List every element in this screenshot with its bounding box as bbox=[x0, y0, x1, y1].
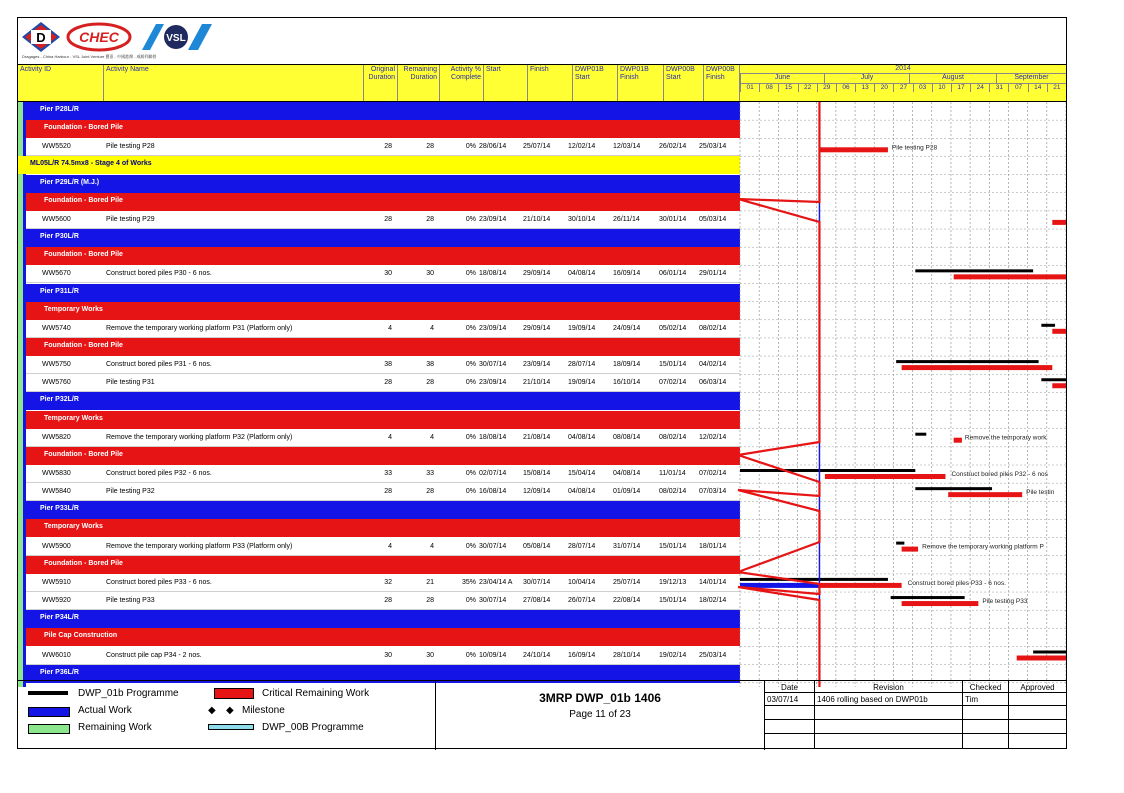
cell-start: 18/08/14 bbox=[479, 270, 507, 278]
gantt-bar-label: Construct bored piles P32 - 6 nos bbox=[951, 471, 1048, 478]
rev-empty-cell bbox=[963, 706, 1009, 720]
cell-od: 4 bbox=[388, 542, 392, 550]
rev-header-approved: Approved bbox=[1009, 681, 1066, 693]
cell-f0: 25/03/14 bbox=[699, 651, 727, 659]
cell-f0: 18/02/14 bbox=[699, 597, 727, 605]
col-dwp00b-finish[interactable]: DWP00B Finish bbox=[704, 65, 740, 101]
cell-name: Construct bored piles P30 - 6 nos. bbox=[106, 270, 212, 278]
cell-start: 18/08/14 bbox=[479, 433, 507, 441]
col-start[interactable]: Start bbox=[484, 65, 528, 101]
timeline-month: July bbox=[824, 74, 909, 83]
critical-bar bbox=[948, 492, 1022, 497]
cell-s1: 04/08/14 bbox=[568, 433, 596, 441]
timeline-week: 14 bbox=[1028, 84, 1047, 92]
timeline-week: 24 bbox=[970, 84, 989, 92]
cell-rd: 4 bbox=[430, 542, 434, 550]
cell-id: WW5900 bbox=[42, 542, 71, 550]
legend-swatch-actual bbox=[28, 707, 70, 717]
cell-f0: 06/03/14 bbox=[699, 379, 727, 387]
timeline-week: 20 bbox=[874, 84, 893, 92]
cell-od: 30 bbox=[384, 651, 392, 659]
legend-actual: Actual Work bbox=[78, 705, 132, 716]
cell-finish: 21/10/14 bbox=[523, 215, 551, 223]
cell-start: 10/09/14 bbox=[479, 651, 507, 659]
timeline-week: 03 bbox=[913, 84, 932, 92]
cell-start: 30/07/14 bbox=[479, 542, 507, 550]
timeline-week: 22 bbox=[798, 84, 817, 92]
group-label: Foundation - Bored Pile bbox=[44, 124, 123, 132]
cell-name: Remove the temporary working platform P32 (Platform only) bbox=[106, 433, 293, 441]
timeline-week: 21 bbox=[1047, 84, 1066, 92]
group-label: Pier P31L/R bbox=[40, 287, 79, 295]
cell-rd: 38 bbox=[426, 361, 434, 369]
cell-f0: 18/01/14 bbox=[699, 542, 727, 550]
gantt-bar-label: Remove the temporary working platform P bbox=[922, 543, 1044, 551]
cell-f0: 29/01/14 bbox=[699, 270, 727, 278]
cell-name: Construct bored piles P31 - 6 nos. bbox=[106, 361, 212, 369]
timeline-week: 29 bbox=[817, 84, 836, 92]
cell-s0: 08/02/14 bbox=[659, 488, 687, 496]
cell-od: 28 bbox=[384, 215, 392, 223]
cell-f1: 04/08/14 bbox=[613, 470, 641, 477]
diamond-icon: ◆ bbox=[208, 705, 216, 716]
cell-s1: 19/09/14 bbox=[568, 379, 596, 387]
cell-s0: 06/01/14 bbox=[659, 270, 687, 278]
cell-name: Remove the temporary working platform P33 (Platform only) bbox=[106, 542, 293, 550]
cell-name: Pile testing P32 bbox=[106, 488, 155, 496]
cell-od: 28 bbox=[384, 597, 392, 605]
cell-od: 28 bbox=[384, 488, 392, 496]
timeline-months bbox=[740, 74, 1066, 83]
cell-s1: 04/08/14 bbox=[568, 488, 596, 496]
cell-s0: 08/02/14 bbox=[659, 433, 687, 441]
cell-name: Pile testing P29 bbox=[106, 215, 155, 223]
baseline-bar bbox=[891, 596, 965, 599]
cell-rd: 28 bbox=[426, 143, 434, 151]
cell-od: 4 bbox=[388, 433, 392, 441]
cell-s1: 30/10/14 bbox=[568, 215, 596, 223]
cell-pct: 0% bbox=[465, 433, 476, 441]
baseline-bar bbox=[740, 469, 915, 472]
cell-id: WW5670 bbox=[42, 270, 71, 278]
cell-od: 38 bbox=[384, 361, 392, 369]
cell-finish: 21/08/14 bbox=[523, 433, 551, 441]
rev-empty-cell bbox=[815, 706, 963, 720]
cell-s0: 11/01/14 bbox=[659, 470, 686, 477]
cell-s1: 28/07/14 bbox=[568, 542, 596, 550]
cell-f1: 08/08/14 bbox=[613, 433, 641, 441]
cell-name: Pile testing P28 bbox=[106, 143, 155, 151]
baseline-bar bbox=[915, 487, 992, 490]
rev-date: 03/07/14 bbox=[765, 693, 815, 706]
cell-name: Construct bored piles P33 - 6 nos. bbox=[106, 578, 212, 586]
group-label: Foundation - Bored Pile bbox=[44, 341, 123, 349]
timeline-month: June bbox=[740, 74, 824, 83]
cell-name: Construct pile cap P34 - 2 nos. bbox=[106, 651, 202, 659]
cell-rd: 28 bbox=[426, 597, 434, 605]
cell-finish: 24/10/14 bbox=[523, 651, 551, 659]
rev-empty-cell bbox=[765, 734, 815, 749]
rev-approved bbox=[1009, 693, 1066, 706]
cell-start: 28/06/14 bbox=[479, 143, 507, 151]
cell-name: Remove the temporary working platform P31 (Platform only) bbox=[106, 324, 293, 332]
critical-bar bbox=[954, 274, 1066, 279]
cell-s1: 28/07/14 bbox=[568, 361, 596, 369]
cell-id: WW5750 bbox=[42, 361, 71, 369]
legend bbox=[26, 685, 436, 745]
group-label: Pier P28L/R bbox=[40, 106, 79, 113]
svg-text:CHEC: CHEC bbox=[79, 29, 119, 45]
cell-name: Construct bored piles P32 - 6 nos. bbox=[106, 470, 212, 477]
cell-pct: 0% bbox=[465, 270, 476, 278]
cell-rd: 21 bbox=[426, 578, 434, 586]
group-label: Foundation - Bored Pile bbox=[44, 450, 123, 458]
legend-dwp01b: DWP_01b Programme bbox=[78, 688, 179, 699]
group-label: Pier P33L/R bbox=[40, 505, 79, 513]
col-remaining-duration[interactable]: Remaining Duration bbox=[398, 65, 440, 101]
revision-table bbox=[765, 681, 1066, 750]
group-label: ML05L/R 74.5mx8 - Stage 4 of Works bbox=[30, 160, 152, 168]
rev-header-revision: Revision bbox=[815, 681, 963, 693]
cell-id: WW5600 bbox=[42, 215, 71, 223]
critical-bar bbox=[1052, 220, 1066, 225]
cell-id: WW5910 bbox=[42, 578, 71, 586]
gantt-bar-label: Construct bored piles P33 - 6 nos. bbox=[907, 579, 1006, 587]
legend-milestone: Milestone bbox=[242, 705, 285, 716]
cell-pct: 0% bbox=[465, 651, 476, 659]
cell-id: WW5920 bbox=[42, 597, 71, 605]
rev-empty-cell bbox=[963, 734, 1009, 749]
col-original-duration[interactable]: Original Duration bbox=[364, 65, 398, 101]
diamond-icon: ◆ bbox=[226, 705, 234, 716]
cell-id: WW5820 bbox=[42, 433, 71, 441]
critical-bar bbox=[1017, 656, 1066, 661]
timeline-weeks bbox=[740, 83, 1066, 92]
timeline-week: 27 bbox=[893, 84, 912, 92]
rev-description: 1406 rolling based on DWP01b bbox=[815, 693, 963, 706]
cell-od: 4 bbox=[388, 324, 392, 332]
group-label: Foundation - Bored Pile bbox=[44, 251, 123, 259]
group-label: Temporary Works bbox=[44, 305, 103, 313]
rev-checked: Tim bbox=[963, 693, 1009, 706]
document-title: 3MRP DWP_01b 1406 bbox=[539, 691, 661, 705]
cell-f1: 24/09/14 bbox=[613, 324, 641, 332]
cell-s1: 19/09/14 bbox=[568, 324, 596, 332]
cell-finish: 27/08/14 bbox=[523, 597, 551, 605]
cell-start: 23/09/14 bbox=[479, 215, 507, 223]
cell-f1: 22/08/14 bbox=[613, 597, 641, 605]
cell-s1: 15/04/14 bbox=[568, 470, 596, 477]
cell-s0: 15/01/14 bbox=[659, 542, 687, 550]
cell-id: WW6010 bbox=[42, 651, 71, 659]
legend-swatch-remaining bbox=[28, 724, 70, 734]
vsl-logo bbox=[142, 22, 212, 52]
cell-od: 33 bbox=[384, 470, 392, 477]
cell-s0: 15/01/14 bbox=[659, 361, 687, 369]
rev-empty-cell bbox=[765, 720, 815, 734]
cell-rd: 4 bbox=[430, 324, 434, 332]
cell-start: 02/07/14 bbox=[479, 470, 507, 477]
legend-swatch-critical bbox=[214, 688, 254, 699]
group-label: Pile Cap Construction bbox=[44, 632, 118, 640]
timeline-week: 06 bbox=[836, 84, 855, 92]
legend-remaining: Remaining Work bbox=[78, 722, 152, 733]
logo-strip bbox=[22, 20, 222, 64]
cell-f0: 08/02/14 bbox=[699, 324, 727, 332]
critical-bar bbox=[1052, 329, 1066, 334]
cell-s1: 26/07/14 bbox=[568, 597, 596, 605]
cell-f0: 04/02/14 bbox=[699, 361, 727, 369]
baseline-bar bbox=[740, 578, 888, 581]
cell-od: 28 bbox=[384, 379, 392, 387]
cell-s0: 07/02/14 bbox=[659, 379, 687, 387]
cell-id: WW5840 bbox=[42, 488, 71, 496]
cell-f1: 26/11/14 bbox=[613, 215, 640, 223]
cell-f1: 12/03/14 bbox=[613, 143, 641, 151]
chec-logo bbox=[66, 22, 132, 52]
cell-rd: 30 bbox=[426, 270, 434, 278]
cell-pct: 0% bbox=[465, 361, 476, 369]
cell-f1: 01/09/14 bbox=[613, 488, 641, 496]
timeline-week: 01 bbox=[740, 84, 759, 92]
group-label: Foundation - Bored Pile bbox=[44, 559, 123, 567]
cell-finish: 12/09/14 bbox=[523, 488, 551, 496]
col-percent-complete[interactable]: Activity % Complete bbox=[440, 65, 484, 101]
column-header-row bbox=[18, 64, 1066, 102]
cell-od: 28 bbox=[384, 143, 392, 151]
group-label: Pier P36L/R bbox=[40, 668, 79, 676]
col-activity-id[interactable]: Activity ID bbox=[18, 65, 104, 101]
footer bbox=[18, 680, 1066, 750]
cell-s0: 15/01/14 bbox=[659, 597, 687, 605]
timeline-week: 13 bbox=[855, 84, 874, 92]
timeline-week: 17 bbox=[951, 84, 970, 92]
timeline-week: 15 bbox=[778, 84, 797, 92]
col-dwp00b-start[interactable]: DWP00B Start bbox=[664, 65, 704, 101]
cell-f0: 25/03/14 bbox=[699, 143, 727, 151]
gantt-bar-label: Remove the temporary work bbox=[964, 434, 1047, 442]
cell-s0: 30/01/14 bbox=[659, 215, 687, 223]
rev-empty-cell bbox=[815, 734, 963, 749]
cell-finish: 30/07/14 bbox=[523, 578, 551, 586]
group-label: Foundation - Bored Pile bbox=[44, 196, 123, 204]
gantt-bar-label: Pile testing P33 bbox=[982, 598, 1028, 606]
col-finish[interactable]: Finish bbox=[528, 65, 573, 101]
col-activity-name[interactable]: Activity Name bbox=[104, 65, 364, 101]
rev-empty-cell bbox=[1009, 720, 1066, 734]
cell-s1: 04/08/14 bbox=[568, 270, 596, 278]
cell-finish: 25/07/14 bbox=[523, 143, 551, 151]
cell-s1: 12/02/14 bbox=[568, 143, 596, 151]
svg-text:D: D bbox=[36, 30, 46, 45]
critical-bar bbox=[902, 365, 1053, 370]
cell-pct: 0% bbox=[465, 215, 476, 223]
rev-empty-cell bbox=[963, 720, 1009, 734]
baseline-bar bbox=[1041, 378, 1066, 381]
cell-rd: 4 bbox=[430, 433, 434, 441]
dragages-logo bbox=[22, 22, 60, 52]
logo-caption: Dragages - China Harbour - VSL Joint Venture 寶嘉 - 中國港灣 - 威勝利聯營 bbox=[22, 54, 157, 59]
cell-finish: 21/10/14 bbox=[523, 379, 551, 387]
group-label: Temporary Works bbox=[44, 414, 103, 422]
baseline-bar bbox=[896, 542, 904, 545]
cell-f1: 18/09/14 bbox=[613, 361, 641, 369]
gantt-bar-label: Pile testin bbox=[1026, 489, 1055, 497]
group-label: Temporary Works bbox=[44, 523, 103, 531]
rev-header-date: Date bbox=[765, 681, 815, 693]
cell-rd: 33 bbox=[426, 470, 434, 477]
legend-swatch-dwp01b bbox=[28, 691, 68, 695]
critical-bar bbox=[902, 547, 918, 552]
cell-start: 23/09/14 bbox=[479, 324, 507, 332]
rev-empty-cell bbox=[765, 706, 815, 720]
page-number: Page 11 of 23 bbox=[569, 709, 631, 720]
cell-f0: 07/02/14 bbox=[699, 470, 727, 477]
group-label: Pier P30L/R bbox=[40, 233, 79, 241]
rev-empty-cell bbox=[815, 720, 963, 734]
cell-s0: 19/12/13 bbox=[659, 578, 687, 586]
group-label: Pier P29L/R (M.J.) bbox=[40, 178, 100, 186]
critical-bar bbox=[825, 474, 946, 479]
cell-f0: 14/01/14 bbox=[699, 578, 727, 586]
timeline-week: 07 bbox=[1008, 84, 1027, 92]
critical-bar bbox=[1052, 383, 1066, 388]
cell-f1: 16/09/14 bbox=[613, 270, 641, 278]
cell-start: 30/07/14 bbox=[479, 597, 507, 605]
cell-start: 23/04/14 A bbox=[479, 578, 513, 586]
progress-line bbox=[738, 102, 819, 687]
cell-finish: 29/09/14 bbox=[523, 270, 551, 278]
legend-swatch-dwp00b bbox=[208, 724, 254, 730]
cell-f1: 25/07/14 bbox=[613, 578, 641, 586]
schedule-page bbox=[17, 17, 1067, 749]
critical-bar bbox=[954, 438, 962, 443]
cell-start: 16/08/14 bbox=[479, 488, 507, 496]
cell-name: Pile testing P31 bbox=[106, 379, 155, 387]
group-label: Pier P34L/R bbox=[40, 614, 79, 622]
cell-f0: 12/02/14 bbox=[699, 433, 727, 441]
svg-text:VSL: VSL bbox=[166, 33, 186, 44]
cell-od: 32 bbox=[384, 578, 392, 586]
baseline-bar bbox=[915, 433, 926, 436]
critical-bar bbox=[819, 583, 901, 588]
cell-f0: 07/03/14 bbox=[699, 488, 727, 496]
cell-pct: 0% bbox=[465, 470, 476, 477]
cell-finish: 29/09/14 bbox=[523, 324, 551, 332]
cell-pct: 35% bbox=[461, 578, 476, 586]
baseline-bar bbox=[915, 269, 1033, 272]
timeline-week: 10 bbox=[932, 84, 951, 92]
cell-start: 30/07/14 bbox=[479, 361, 507, 369]
cell-id: WW5740 bbox=[42, 324, 71, 332]
cell-pct: 0% bbox=[465, 597, 476, 605]
cell-id: WW5830 bbox=[42, 470, 71, 477]
title-block bbox=[435, 681, 765, 750]
cell-id: WW5520 bbox=[42, 143, 71, 151]
rev-empty-cell bbox=[1009, 706, 1066, 720]
timeline-week: 08 bbox=[759, 84, 778, 92]
cell-id: WW5760 bbox=[42, 379, 71, 387]
col-dwp01b-finish[interactable]: DWP01B Finish bbox=[618, 65, 664, 101]
cell-f1: 31/07/14 bbox=[613, 542, 641, 550]
col-dwp01b-start[interactable]: DWP01B Start bbox=[573, 65, 618, 101]
baseline-bar bbox=[1041, 324, 1055, 327]
critical-bar bbox=[819, 147, 887, 152]
cell-pct: 0% bbox=[465, 379, 476, 387]
cell-pct: 0% bbox=[465, 143, 476, 151]
cell-pct: 0% bbox=[465, 542, 476, 550]
rev-empty-cell bbox=[1009, 734, 1066, 749]
timeline-week: 31 bbox=[989, 84, 1008, 92]
cell-f1: 28/10/14 bbox=[613, 651, 641, 659]
critical-bar bbox=[902, 601, 979, 606]
cell-finish: 23/09/14 bbox=[523, 361, 551, 369]
gantt-chart bbox=[18, 102, 1066, 687]
cell-name: Pile testing P33 bbox=[106, 597, 155, 605]
cell-pct: 0% bbox=[465, 324, 476, 332]
cell-s1: 10/04/14 bbox=[568, 578, 596, 586]
cell-f0: 05/03/14 bbox=[699, 215, 727, 223]
cell-finish: 15/08/14 bbox=[523, 470, 551, 477]
cell-start: 23/09/14 bbox=[479, 379, 507, 387]
cell-od: 30 bbox=[384, 270, 392, 278]
cell-pct: 0% bbox=[465, 488, 476, 496]
legend-critical: Critical Remaining Work bbox=[262, 688, 370, 699]
cell-rd: 28 bbox=[426, 488, 434, 496]
cell-rd: 28 bbox=[426, 215, 434, 223]
baseline-bar bbox=[896, 360, 1038, 363]
timeline-year: 2014 bbox=[740, 65, 1066, 74]
group-label: Pier P32L/R bbox=[40, 396, 79, 404]
legend-dwp00b: DWP_00B Programme bbox=[262, 722, 364, 733]
cell-rd: 30 bbox=[426, 651, 434, 659]
cell-finish: 05/08/14 bbox=[523, 542, 551, 550]
cell-rd: 28 bbox=[426, 379, 434, 387]
cell-s0: 26/02/14 bbox=[659, 143, 687, 151]
cell-s0: 05/02/14 bbox=[659, 324, 687, 332]
gantt-bar-label: Pile testing P28 bbox=[891, 144, 938, 152]
cell-s1: 16/09/14 bbox=[568, 651, 596, 659]
timeline-month: September bbox=[996, 74, 1066, 83]
rev-header-checked: Checked bbox=[963, 681, 1009, 693]
baseline-bar bbox=[1033, 651, 1066, 654]
cell-s0: 19/02/14 bbox=[659, 651, 687, 659]
cell-f1: 16/10/14 bbox=[613, 379, 641, 387]
timeline-month: August bbox=[909, 74, 996, 83]
